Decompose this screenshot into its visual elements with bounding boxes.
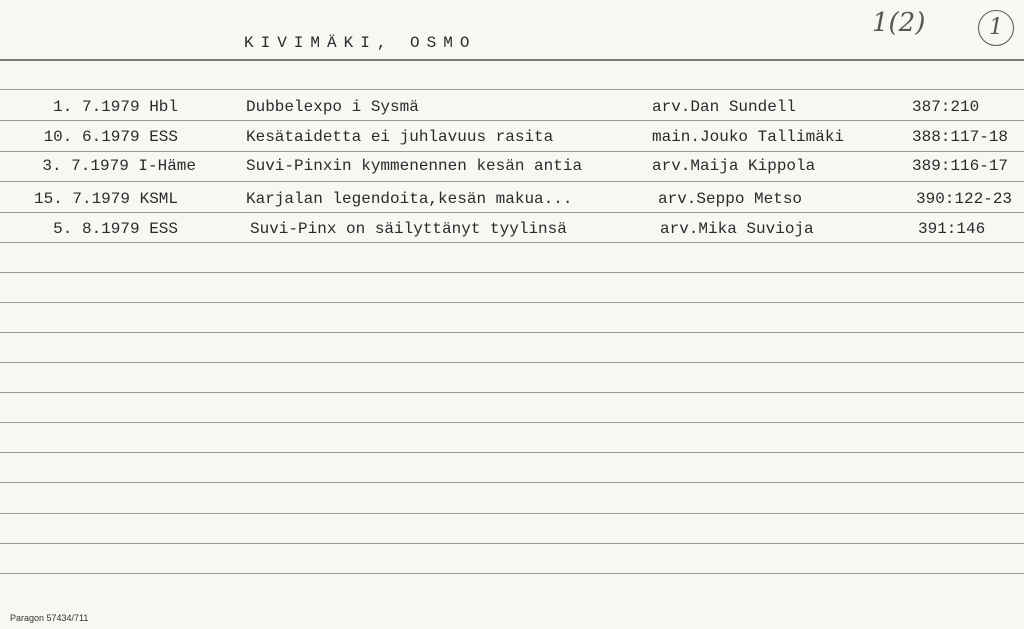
entry-row: [0, 128, 1024, 152]
entry-reference: 388:117-18: [912, 128, 1009, 146]
entry-reference: 389:116-17: [912, 157, 1009, 175]
ruled-line: [0, 362, 1024, 363]
ruled-line: [0, 452, 1024, 453]
ruled-line: [0, 543, 1024, 544]
ruled-line: [0, 89, 1024, 90]
entry-reference: 390:122-23: [916, 190, 1013, 208]
entry-date-source: 10. 6.1979 ESS: [43, 128, 178, 146]
entry-author: main.Jouko Tallimäki: [652, 128, 845, 146]
entry-date-source: 5. 8.1979 ESS: [53, 220, 178, 238]
entry-row: [0, 157, 1024, 181]
entry-author: arv.Dan Sundell: [652, 98, 797, 116]
entry-row: [0, 98, 1024, 122]
ruled-line: [0, 482, 1024, 483]
entry-title: Suvi-Pinx on säilyttänyt tyylinsä: [250, 220, 567, 238]
handwritten-card-number: 1: [978, 10, 1014, 46]
entry-title: Kesätaidetta ei juhlavuus rasita: [246, 128, 554, 146]
ruled-line: [0, 272, 1024, 273]
entry-reference: 391:146: [918, 220, 986, 238]
handwritten-page-marker: 1(2): [872, 8, 926, 38]
entry-date-source: 15. 7.1979 KSML: [33, 190, 178, 208]
entry-author: arv.Seppo Metso: [658, 190, 803, 208]
entry-title: Karjalan legendoita,kesän makua...: [246, 190, 573, 208]
printer-imprint: Paragon 57434/711: [10, 613, 89, 623]
ruled-line: [0, 513, 1024, 514]
header-rule: [0, 59, 1024, 61]
ruled-line: [0, 181, 1024, 182]
ruled-line: [0, 302, 1024, 303]
entry-row: [0, 190, 1024, 214]
ruled-line: [0, 422, 1024, 423]
entry-row: [0, 220, 1024, 244]
entry-date-source: 1. 7.1979 Hbl: [53, 98, 178, 116]
entry-date-source: 3. 7.1979 I-Häme: [42, 157, 196, 175]
entry-author: arv.Maija Kippola: [652, 157, 816, 175]
entry-title: Dubbelexpo i Sysmä: [246, 98, 419, 116]
entry-title: Suvi-Pinxin kymmenennen kesän antia: [246, 157, 583, 175]
ruled-line: [0, 573, 1024, 574]
entry-reference: 387:210: [912, 98, 980, 116]
entry-author: arv.Mika Suvioja: [660, 220, 814, 238]
ruled-line: [0, 392, 1024, 393]
ruled-line: [0, 332, 1024, 333]
card-heading-name: KIVIMÄKI, OSMO: [244, 34, 477, 52]
